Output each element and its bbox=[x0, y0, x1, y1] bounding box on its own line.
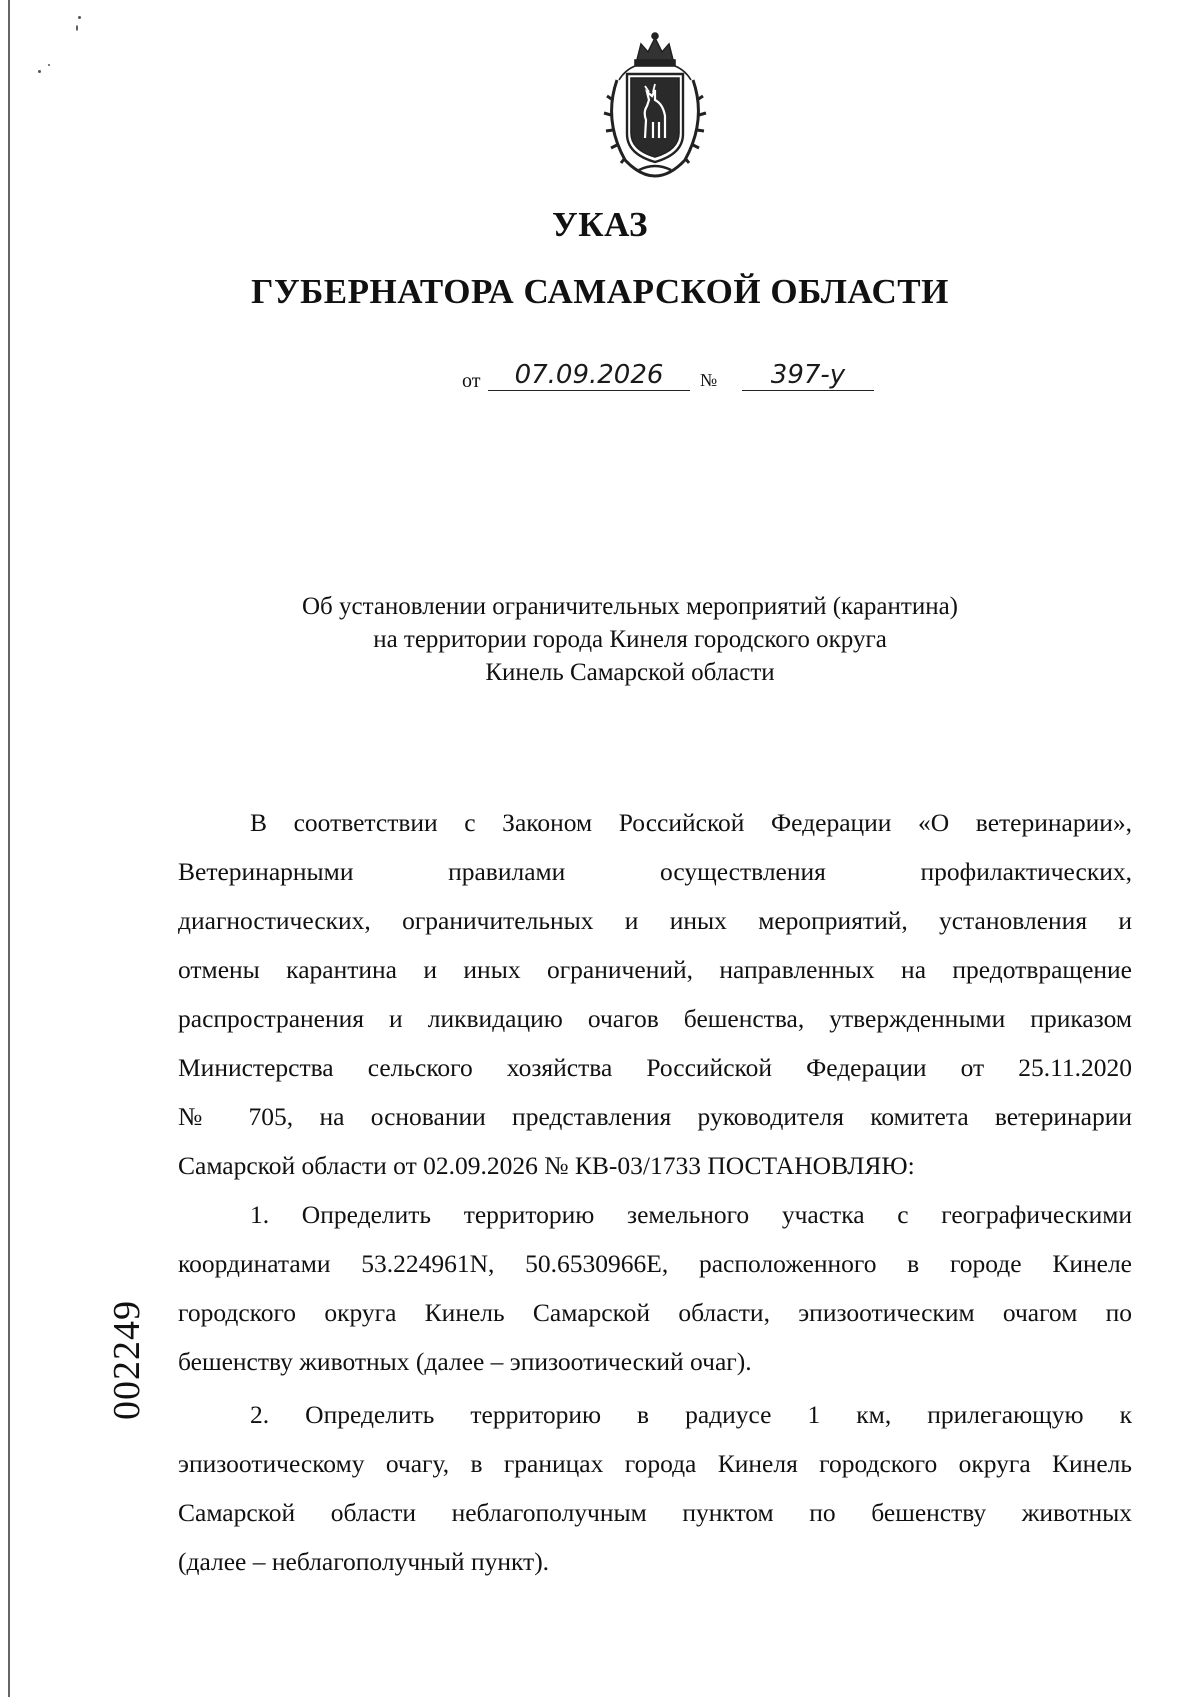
document-number: 397-у bbox=[742, 360, 874, 391]
preamble-line: диагностических, ограничительных и иных мероприятий, установления и bbox=[178, 906, 1132, 935]
subject-line: на территории города Кинеля городского округа bbox=[373, 626, 887, 653]
item-2-line: 2. Определить территорию в радиусе 1 км, прилегающую к bbox=[250, 1400, 1132, 1429]
scan-speck bbox=[76, 25, 78, 31]
date-prefix: от bbox=[462, 370, 481, 392]
item-1-line: городского округа Кинель Самарской области, эпизоотическим очагом по bbox=[178, 1298, 1132, 1327]
preamble-line: Ветеринарными правилами осуществления профилактических, bbox=[178, 857, 1132, 886]
item-1-line: координатами 53.224961N, 50.6530966E, расположенного в городе Кинеле bbox=[178, 1249, 1132, 1278]
samara-coat-of-arms-icon bbox=[595, 30, 715, 180]
preamble-line: распространения и ликвидацию очагов бешенства, утвержденными приказом bbox=[178, 1004, 1132, 1033]
item-2-line: (далее – неблагополучный пункт). bbox=[178, 1547, 550, 1576]
item-1-line: 1. Определить территорию земельного участка с географическими bbox=[250, 1200, 1132, 1229]
item-1-paragraph bbox=[178, 1190, 1132, 1386]
scan-speck bbox=[38, 70, 41, 73]
dateline bbox=[462, 360, 862, 400]
subject-line: Кинель Самарской области bbox=[485, 659, 775, 686]
item-2-line: эпизоотическому очагу, в границах города Кинеля городского округа Кинель bbox=[178, 1449, 1132, 1478]
scan-edge-line bbox=[8, 0, 10, 1697]
scan-speck bbox=[78, 16, 81, 19]
number-label: № bbox=[700, 370, 718, 390]
preamble-line: № 705, на основании представления руководителя комитета ветеринарии bbox=[178, 1102, 1132, 1131]
preamble-paragraph bbox=[178, 798, 1132, 1190]
document-title: УКАЗ bbox=[552, 205, 648, 244]
subject-line: Об установлении ограничительных мероприятий (карантина) bbox=[301, 593, 959, 620]
item-2-paragraph bbox=[178, 1390, 1132, 1586]
preamble-line: отмены карантина и иных ограничений, направленных на предотвращение bbox=[178, 955, 1132, 984]
preamble-line: Самарской области от 02.09.2026 № КВ-03/1733 ПОСТАНОВЛЯЮ: bbox=[178, 1151, 915, 1180]
item-2-line: Самарской области неблагополучным пунктом по бешенству животных bbox=[178, 1498, 1132, 1527]
document-subject bbox=[150, 590, 1110, 689]
item-1-line: бешенству животных (далее – эпизоотический очаг). bbox=[178, 1347, 752, 1376]
preamble-line: В соответствии с Законом Российской Федерации «О ветеринарии», bbox=[250, 808, 1132, 837]
form-serial-number: 002249 bbox=[106, 1300, 148, 1420]
document-subtitle: ГУБЕРНАТОРА САМАРСКОЙ ОБЛАСТИ bbox=[251, 272, 949, 311]
preamble-line: Министерства сельского хозяйства Российской Федерации от 25.11.2020 bbox=[178, 1053, 1132, 1082]
document-date: 07.09.2026 bbox=[488, 360, 690, 391]
scan-speck bbox=[48, 64, 50, 66]
